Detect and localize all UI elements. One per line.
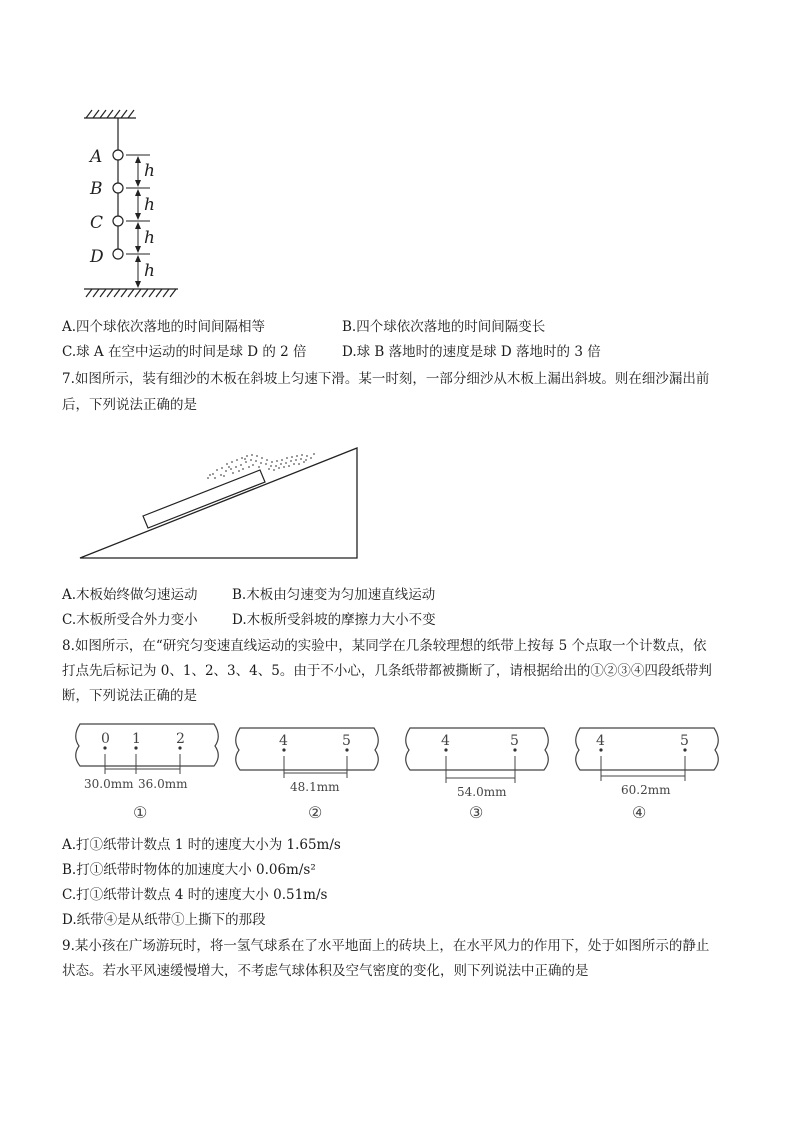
label-h: h	[144, 195, 155, 215]
q8-option-d: D.纸带④是从纸带①上撕下的那段	[62, 912, 266, 928]
q8-option-c: C.打①纸带计数点 4 时的速度大小 0.51m/s	[62, 887, 328, 903]
q9-stem-line1: 9.某小孩在广场游玩时，将一氢气球系在了水平地面上的砖块上，在水平风力的作用下，处于如图所示的静止	[62, 938, 710, 954]
q6-option-a: A.四个球依次落地的时间间隔相等	[62, 319, 266, 335]
ball-d	[113, 249, 123, 259]
q7-option-c: C.木板所受合外力变小	[62, 612, 198, 628]
q6-option-d: D.球 B 落地时的速度是球 D 落地时的 3 倍	[342, 344, 601, 360]
tape4-label: ④	[632, 803, 647, 822]
tape2-mark-5: 5	[342, 733, 351, 749]
tape-1	[76, 724, 219, 766]
tape-2	[236, 728, 379, 770]
tape1-distance-2: 36.0mm	[138, 777, 188, 791]
q8-stem-line3: 断，下列说法正确的是	[62, 688, 197, 704]
q7-option-a: A.木板始终做匀速运动	[62, 587, 198, 603]
tape-3	[406, 728, 549, 770]
tape2-distance: 48.1mm	[290, 780, 340, 794]
tape3-mark-5: 5	[510, 733, 519, 749]
q8-stem-line2: 打点先后标记为 0、1、2、3、4、5。由于不小心，几条纸带都被撕断了，请根据给出的①②③④四段纸带判	[62, 663, 712, 679]
paper-tapes-figure	[72, 716, 732, 826]
q7-option-d: D.木板所受斜坡的摩擦力大小不变	[232, 612, 436, 628]
tape3-distance: 54.0mm	[457, 785, 507, 799]
tape1-mark-1: 1	[132, 731, 141, 747]
label-h: h	[144, 161, 155, 181]
tape2-mark-4: 4	[279, 733, 288, 749]
q7-stem-line1: 7.如图所示，装有细沙的木板在斜坡上匀速下滑。某一时刻，一部分细沙从木板上漏出斜坡。则在细沙漏出前	[62, 371, 710, 387]
q6-option-c: C.球 A 在空中运动的时间是球 D 的 2 倍	[62, 344, 307, 360]
tape4-mark-5: 5	[680, 733, 689, 749]
q9-stem-line2: 状态。若水平风速缓慢增大，不考虑气球体积及空气密度的变化，则下列说法中正确的是	[62, 963, 589, 979]
q6-option-b: B.四个球依次落地的时间间隔变长	[342, 319, 546, 335]
ball-a	[113, 150, 123, 160]
tape1-mark-2: 2	[176, 731, 185, 747]
tape1-label: ①	[133, 803, 148, 822]
label-b: B	[90, 179, 103, 199]
tape3-label: ③	[469, 803, 484, 822]
label-h: h	[144, 228, 155, 248]
tape4-mark-4: 4	[596, 733, 605, 749]
hanging-balls-figure	[70, 102, 180, 302]
tape1-mark-0: 0	[101, 731, 110, 747]
tape1-distance-1: 30.0mm	[84, 777, 134, 791]
q8-option-b: B.打①纸带时物体的加速度大小 0.06m/s²	[62, 862, 316, 878]
tape2-label: ②	[308, 803, 323, 822]
q8-option-a: A.打①纸带计数点 1 时的速度大小为 1.65m/s	[62, 837, 341, 853]
tape3-mark-4: 4	[441, 733, 450, 749]
q7-stem-line2: 后，下列说法正确的是	[62, 397, 197, 413]
tape4-distance: 60.2mm	[621, 783, 671, 797]
ball-c	[113, 216, 123, 226]
incline-figure	[75, 440, 365, 565]
q7-option-b: B.木板由匀速变为匀加速直线运动	[232, 587, 436, 603]
ball-b	[113, 183, 123, 193]
label-a: A	[90, 147, 103, 167]
label-d: D	[90, 247, 104, 267]
label-h: h	[144, 261, 155, 281]
q8-stem-line1: 8.如图所示，在“研究匀变速直线运动的实验中，某同学在几条较理想的纸带上按每 5 个点取一个计数点，依	[62, 638, 707, 654]
label-c: C	[90, 213, 104, 233]
